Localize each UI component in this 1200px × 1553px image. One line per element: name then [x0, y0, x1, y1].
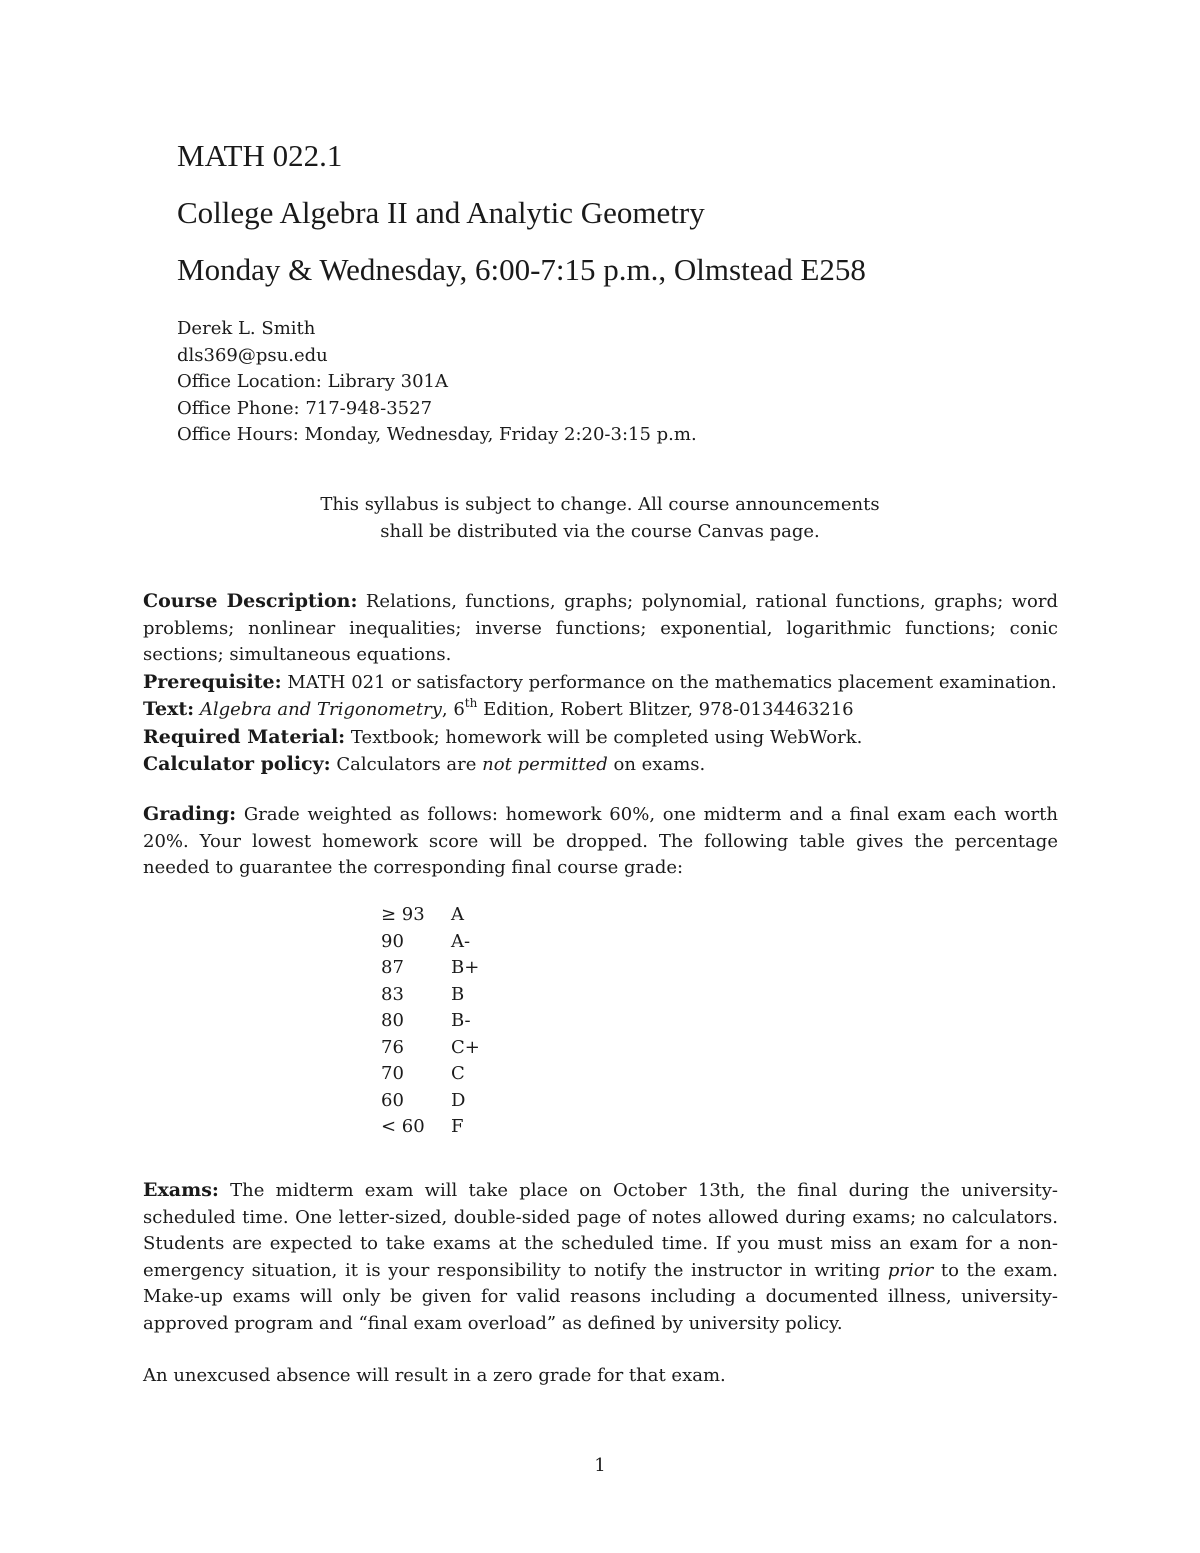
- grade-cutoff: < 60: [381, 1116, 425, 1137]
- required-material-text: Textbook; homework will be completed using WebWork.: [345, 726, 863, 748]
- textbook-title: Algebra and Trigonometry: [199, 699, 442, 720]
- textbook-edition: , 6: [441, 699, 465, 720]
- exams-text-pre: The midterm exam will take place on October 13th, the final during the university-scheduled time. One letter-sized, double-sided page of notes allowed during exams; no calculators. Students are expected to take exams at the scheduled time. If you must miss an exam for a non-emergency situation, it is your responsibility to notify the instructor in writing: [143, 1180, 1058, 1281]
- course-description-text: Relations, functions, graphs; polynomial, rational functions, graphs; word problems; nonlinear inequalities; inverse functions; exponential, logarithmic functions; conic sections; simultaneous equations.: [143, 591, 1058, 665]
- note-line: shall be distributed via the course Canvas page.: [380, 520, 820, 542]
- course-title: College Algebra II and Analytic Geometry: [177, 195, 705, 230]
- letter-grade: D: [451, 1089, 466, 1111]
- grade-cutoff: 83: [381, 983, 404, 1005]
- page-number: 1: [594, 1455, 606, 1476]
- course-description-label: Course Description:: [143, 590, 358, 612]
- letter-grade: A: [451, 904, 464, 925]
- exams-label: Exams:: [143, 1179, 219, 1201]
- office-location: Office Location: Library 301A: [177, 371, 448, 392]
- office-phone: Office Phone: 717-948-3527: [177, 397, 433, 419]
- grade-row: [381, 1114, 480, 1141]
- grading-section: [143, 801, 1058, 882]
- syllabus-change-note: [200, 492, 1000, 545]
- exams-emphasis: prior: [887, 1259, 934, 1281]
- letter-grade: A-: [451, 930, 471, 952]
- textbook-label: Text:: [143, 698, 195, 720]
- instructor-info: [177, 316, 697, 449]
- grading-label: Grading:: [143, 803, 237, 825]
- grade-row: [381, 1061, 480, 1088]
- grade-row: [381, 1008, 480, 1035]
- calculator-policy: [143, 751, 1058, 779]
- grade-row: [381, 982, 480, 1009]
- course-schedule: Monday & Wednesday, 6:00-7:15 p.m., Olmstead E258: [177, 252, 866, 287]
- course-details: [143, 588, 1058, 779]
- grade-cutoff: 76: [381, 1036, 404, 1058]
- grade-cutoff: 87: [381, 957, 404, 978]
- absence-policy: An unexcused absence will result in a zero grade for that exam.: [143, 1365, 726, 1386]
- grade-row: [381, 1088, 480, 1115]
- letter-grade: B+: [451, 957, 480, 978]
- calculator-policy-pre: Calculators are: [330, 754, 483, 775]
- letter-grade: C+: [451, 1036, 480, 1058]
- note-line: This syllabus is subject to change. All course announcements: [320, 494, 880, 515]
- course-description: [143, 588, 1058, 669]
- grade-cutoff: ≥ 93: [381, 904, 425, 925]
- grade-row: [381, 902, 480, 929]
- calculator-policy-post: on exams.: [607, 754, 706, 775]
- course-code: MATH 022.1: [177, 138, 343, 173]
- exams-section: [143, 1177, 1058, 1337]
- instructor-name: Derek L. Smith: [177, 318, 316, 339]
- required-material: [143, 724, 1058, 752]
- prerequisite: [143, 669, 1058, 697]
- letter-grade: F: [451, 1116, 464, 1137]
- calculator-policy-emphasis: not permitted: [482, 754, 608, 775]
- calculator-policy-label: Calculator policy:: [143, 753, 331, 775]
- grade-row: [381, 1035, 480, 1062]
- grade-cutoff: 60: [381, 1089, 404, 1111]
- prerequisite-label: Prerequisite:: [143, 670, 282, 693]
- letter-grade: C: [451, 1063, 465, 1084]
- required-material-label: Required Material:: [143, 725, 346, 748]
- prerequisite-text: MATH 021 or satisfactory performance on the mathematics placement examination.: [281, 671, 1057, 693]
- textbook: [143, 696, 1058, 724]
- grading-text: Grade weighted as follows: homework 60%, one midterm and a final exam each worth 20%. Your lowest homework score will be dropped. The following table gives the percentage needed to guarantee the corresponding final course grade:: [143, 804, 1058, 878]
- grade-row: [381, 929, 480, 956]
- grade-cutoff: 80: [381, 1010, 404, 1031]
- grade-cutoff: 90: [381, 930, 404, 952]
- textbook-details: Edition, Robert Blitzer, 978-0134463216: [477, 699, 854, 720]
- letter-grade: B-: [451, 1010, 471, 1031]
- instructor-email: dls369@psu.edu: [177, 344, 328, 366]
- letter-grade: B: [451, 983, 465, 1005]
- course-header: [177, 136, 1077, 290]
- grade-cutoff: 70: [381, 1063, 404, 1084]
- grade-table-body: [381, 902, 480, 1141]
- grade-row: [381, 955, 480, 982]
- office-hours: Office Hours: Monday, Wednesday, Friday 2:20-3:15 p.m.: [177, 424, 697, 445]
- textbook-edition-suffix: th: [464, 696, 478, 710]
- grade-table: [381, 902, 480, 1141]
- exams-text-post: to the exam. Make-up exams will only be given for valid reasons including a documented illness, university-approved program and “final exam overload” as defined by university policy.: [143, 1259, 1059, 1334]
